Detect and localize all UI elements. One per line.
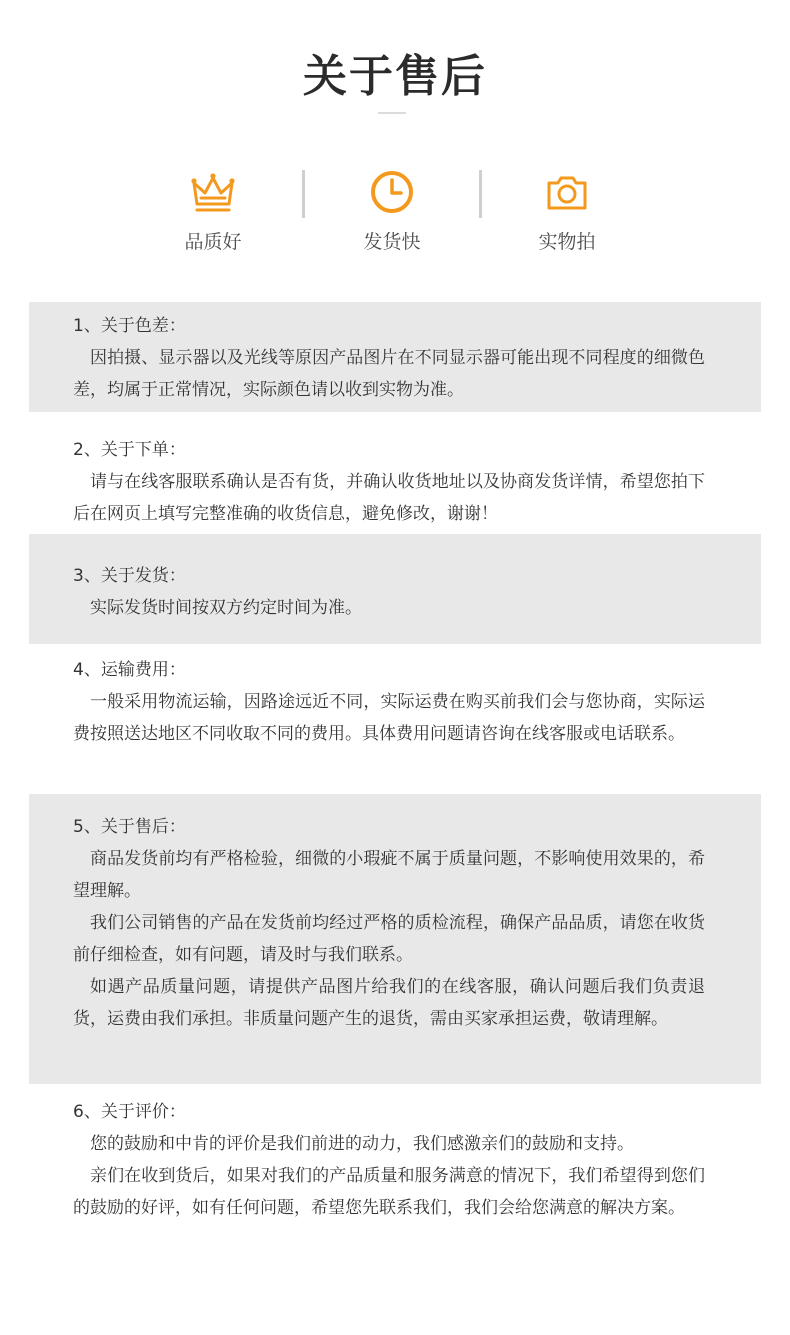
- feature-real-photo: [507, 168, 627, 254]
- section-paragraph: 您的鼓励和中肯的评价是我们前进的动力，我们感激亲们的鼓励和支持。: [90, 1134, 634, 1154]
- section-shipping: [29, 534, 761, 644]
- feature-divider: [479, 170, 482, 218]
- section-freight-cost: [29, 644, 761, 794]
- feature-divider: [302, 170, 305, 218]
- section-title: 6、关于评价：: [73, 1102, 186, 1122]
- section-paragraph: 我们公司销售的产品在发货前均经过严格的质检流程，确保产品品质，请您在收货前仔细检查，如有问题，请及时与我们联系。: [73, 913, 705, 965]
- feature-quality: [153, 168, 273, 254]
- section-paragraph: 一般采用物流运输，因路途远近不同，实际运费在购买前我们会与您协商，实际运费按照送达地区不同收取不同的费用。具体费用问题请咨询在线客服或电话联系。: [73, 692, 705, 744]
- feature-label-quality: 品质好: [184, 231, 242, 253]
- feature-label-speed: 发货快: [363, 231, 421, 253]
- section-color-difference: [29, 302, 761, 412]
- section-title: 2、关于下单：: [73, 440, 186, 460]
- clock-icon: [368, 168, 416, 216]
- section-paragraph: 因拍摄、显示器以及光线等原因产品图片在不同显示器可能出现不同程度的细微色差，均属于正常情况，实际颜色请以收到实物为准。: [73, 348, 705, 400]
- section-title: 4、运输费用：: [73, 660, 186, 680]
- section-after-sales: [29, 794, 761, 1084]
- page-title: 关于售后: [303, 51, 487, 102]
- section-title: 5、关于售后：: [73, 817, 186, 837]
- section-paragraph: 实际发货时间按双方约定时间为准。: [90, 598, 362, 618]
- section-reviews: [29, 1084, 761, 1274]
- section-paragraph: 商品发货前均有严格检验，细微的小瑕疵不属于质量问题，不影响使用效果的，希望理解。: [73, 849, 705, 901]
- feature-speed: [332, 168, 452, 254]
- camera-icon: [543, 168, 591, 216]
- feature-label-real-photo: 实物拍: [538, 231, 596, 253]
- section-paragraph: 请与在线客服联系确认是否有货，并确认收货地址以及协商发货详情，希望您拍下后在网页上填写完整准确的收货信息，避免修改，谢谢！: [73, 472, 705, 524]
- section-title: 1、关于色差：: [73, 316, 186, 336]
- section-title: 3、关于发货：: [73, 566, 186, 586]
- section-ordering: [29, 412, 761, 534]
- crown-icon: [189, 168, 237, 216]
- section-paragraph: 如遇产品质量问题，请提供产品图片给我们的在线客服，确认问题后我们负责退货，运费由我们承担。非质量问题产生的退货，需由买家承担运费，敬请理解。: [73, 977, 705, 1029]
- title-underline: [378, 112, 406, 114]
- feature-row: [0, 168, 790, 258]
- section-paragraph: 亲们在收到货后，如果对我们的产品质量和服务满意的情况下，我们希望得到您们的鼓励的好评，如有任何问题，希望您先联系我们，我们会给您满意的解决方案。: [73, 1166, 705, 1218]
